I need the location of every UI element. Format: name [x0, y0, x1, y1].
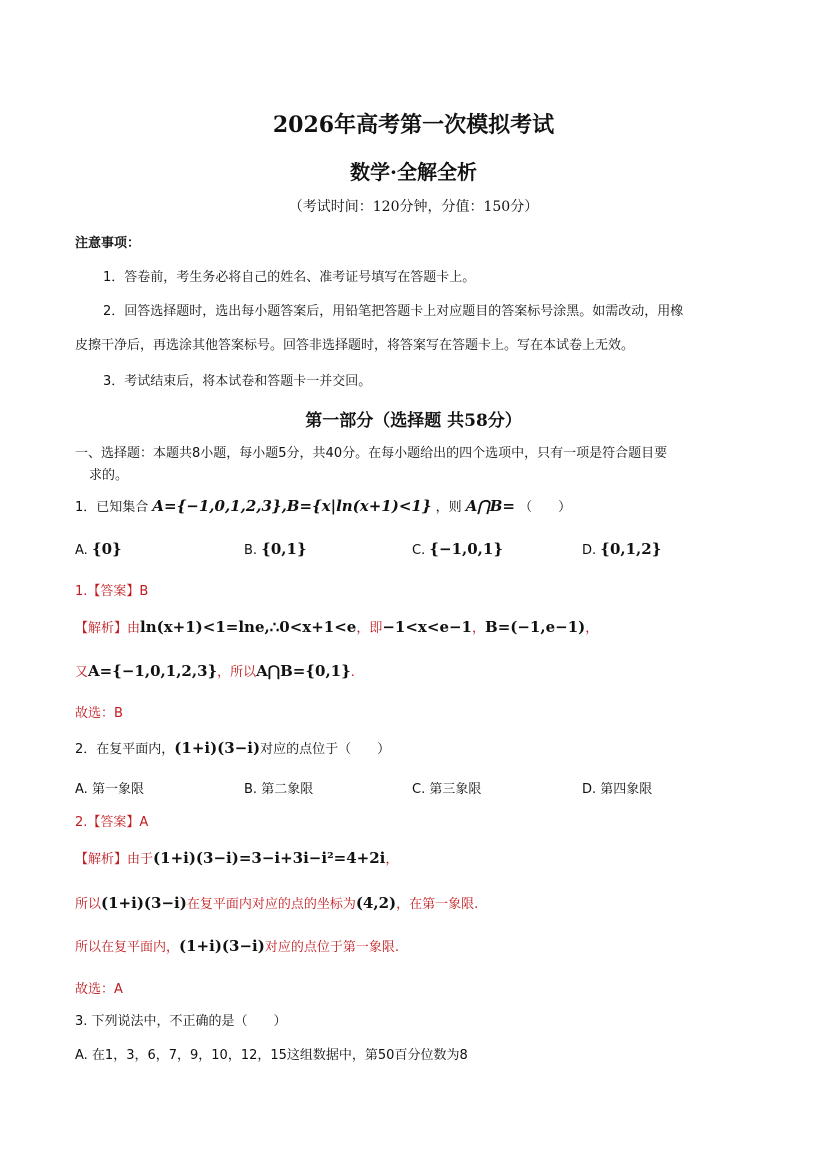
q1-analysis-text4: ，	[585, 621, 599, 636]
q1-option-a-value: {0}	[91, 540, 122, 558]
q2-option-d	[582, 778, 652, 797]
q2-stem	[75, 738, 390, 757]
q1-stem-paren: （ ）	[519, 500, 572, 515]
q1-option-b-value: {0,1}	[261, 540, 307, 558]
q1-stem-math2: A⋂B=	[465, 497, 515, 515]
q2-stem-math: (1+i)(3−i)	[174, 739, 261, 757]
q2-line2-text1: 所以	[75, 897, 102, 912]
q1-option-c-value: {−1,0,1}	[429, 540, 503, 558]
q1-option-d-label: D.	[582, 543, 597, 558]
q1-analysis-math1: ln(x+1)<1=lne,∴0<x+1<e	[140, 618, 357, 636]
q2-analysis-text1: 由于	[127, 852, 154, 867]
q2-option-c	[412, 778, 481, 797]
q1-option-d	[582, 540, 661, 558]
exam-title: 2026年高考第一次模拟考试	[272, 112, 555, 138]
q1-line2-math1: A={−1,0,1,2,3}	[88, 662, 218, 680]
q1-analysis-math3: B=(−1,e−1)	[485, 618, 586, 636]
q2-option-b-label: B.	[244, 782, 258, 797]
q2-option-b	[244, 778, 313, 797]
q2-stem-suffix: 对应的点位于（ ）	[260, 742, 391, 757]
q2-line2-math2: (4,2)	[355, 894, 397, 912]
q1-option-b	[244, 540, 307, 558]
q3-stem: 3. 下列说法中，不正确的是（ ）	[75, 1014, 287, 1029]
q2-option-c-label: C.	[412, 782, 426, 797]
q1-line2-text2: ，所以	[217, 665, 257, 680]
q1-analysis-text2: ，即	[356, 621, 383, 636]
notice-item-2-line1: 2．回答选择题时，选出每小题答案后，用铅笔把答题卡上对应题目的答案标号涂黑。如需改动，用橡	[103, 304, 684, 319]
q2-option-a-label: A.	[75, 782, 88, 797]
q2-option-a	[75, 778, 144, 797]
q2-option-c-value: 第三象限	[429, 782, 482, 797]
notice-heading: 注意事项：	[75, 236, 141, 251]
q1-option-b-label: B.	[244, 543, 258, 558]
q2-analysis-tag: 【解析】	[75, 852, 128, 867]
q3-option-a: A. 在1，3，6，7，9，10，12，15这组数据中，第50百分位数为8	[75, 1048, 468, 1063]
q1-stem-prefix: 1．已知集合	[75, 500, 149, 515]
q1-option-a-label: A.	[75, 543, 88, 558]
q2-analysis-line2	[75, 893, 478, 912]
q2-option-d-value: 第四象限	[600, 782, 653, 797]
q2-option-b-value: 第二象限	[261, 782, 314, 797]
q1-analysis-text3: ，	[472, 621, 486, 636]
q2-analysis-line1	[75, 848, 398, 867]
q2-line2-math1: (1+i)(3−i)	[101, 894, 187, 912]
exam-info: （考试时间：120分钟，分值：150分）	[288, 199, 539, 215]
q2-analysis-text2: ，	[385, 852, 399, 867]
part1-heading: 第一部分（选择题 共58分）	[305, 411, 522, 431]
q1-stem-suffix: ，则	[435, 500, 462, 515]
q2-line2-text2: 在复平面内对应的点的坐标为	[186, 897, 356, 912]
q1-analysis-text1: 由	[127, 621, 141, 636]
q1-stem-math: A={−1,0,1,2,3},B={x|ln(x+1)<1}	[152, 497, 432, 515]
part1-instructions-line1: 一、选择题：本题共8小题，每小题5分，共40分。在每小题给出的四个选项中，只有一项是符合题目要	[75, 446, 668, 461]
q1-line2-text1: 又	[75, 665, 89, 680]
q1-analysis-line2	[75, 661, 355, 680]
q2-conclusion: 故选：A	[75, 982, 123, 997]
q1-option-a	[75, 540, 122, 558]
q2-option-a-value: 第一象限	[91, 782, 144, 797]
q2-line3-text1: 所以在复平面内，	[75, 940, 180, 955]
q2-line3-text2: 对应的点位于第一象限.	[264, 940, 399, 955]
q2-option-d-label: D.	[582, 782, 597, 797]
part1-instructions-line2: 求的。	[89, 468, 129, 483]
q1-option-c-label: C.	[412, 543, 426, 558]
q1-analysis-line1	[75, 617, 598, 636]
exam-subtitle: 数学·全解全析	[350, 160, 477, 184]
q2-analysis-line3	[75, 936, 399, 955]
q2-stem-prefix: 2．在复平面内，	[75, 742, 175, 757]
q1-line2-text3: .	[350, 665, 355, 680]
q2-line3-math1: (1+i)(3−i)	[179, 937, 265, 955]
q1-option-d-value: {0,1,2}	[600, 540, 662, 558]
q2-line2-text3: ，在第一象限.	[396, 897, 479, 912]
q2-answer: 2.【答案】A	[75, 815, 149, 830]
q1-analysis-tag: 【解析】	[75, 621, 128, 636]
q1-line2-math2: A⋂B={0,1}	[256, 662, 351, 680]
q1-conclusion: 故选：B	[75, 706, 123, 721]
q1-stem	[75, 496, 571, 515]
q1-analysis-math2: −1<x<e−1	[382, 618, 472, 636]
q1-answer: 1.【答案】B	[75, 584, 149, 599]
q2-analysis-math1: (1+i)(3−i)=3−i+3i−i²=4+2i	[153, 849, 386, 867]
q1-option-c	[412, 540, 503, 558]
notice-item-2-line2: 皮擦干净后，再选涂其他答案标号。回答非选择题时，将答案写在答题卡上。写在本试卷上无效。	[75, 338, 635, 353]
notice-item-1: 1．答卷前，考生务必将自己的姓名、准考证号填写在答题卡上。	[103, 270, 476, 285]
notice-item-3: 3．考试结束后，将本试卷和答题卡一并交回。	[103, 374, 372, 389]
